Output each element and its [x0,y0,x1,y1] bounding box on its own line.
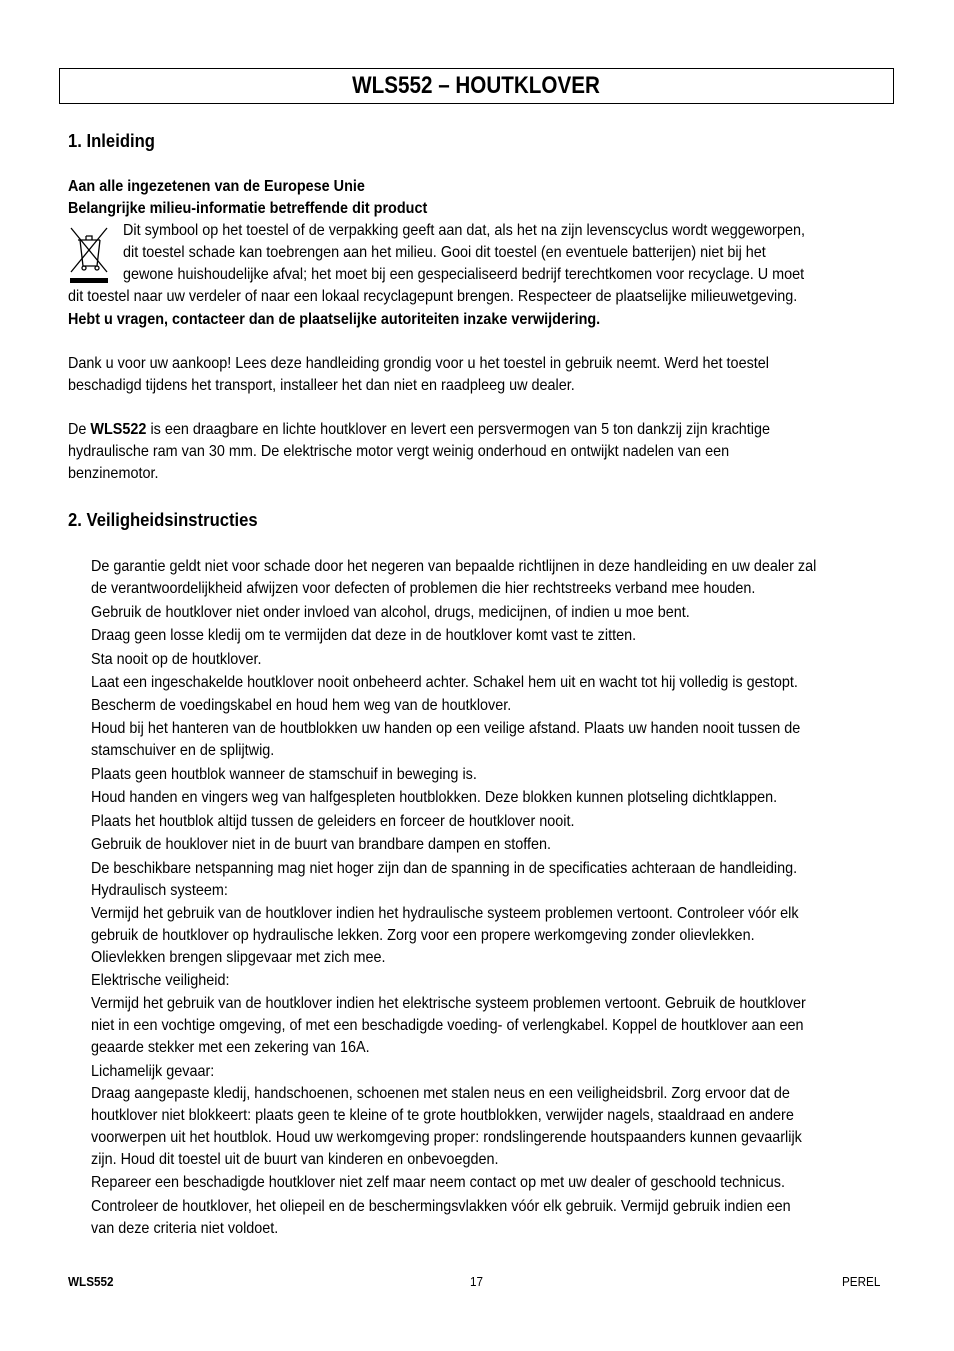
safety-line: Bescherm de voedingskabel en houd hem weg van de houtklover. [91,697,512,714]
safety-line: Houd handen en vingers weg van halfgespleten houtblokken. Deze blokken kunnen plotseling dichtklappen. [91,789,778,806]
footer-model: WLS552 [68,1274,114,1289]
safety-line: Controleer de houtklover, het oliepeil en de beschermingsvlakken vóór elk gebruik. Vermijd gebruik indien een [91,1198,791,1215]
safety-line: Elektrische veiligheid: [91,972,230,989]
footer-brand: PEREL [842,1274,881,1289]
safety-line: Vermijd het gebruik van de houtklover indien het elektrische systeem problemen vertoont. Gebruik de houtklover [91,995,806,1012]
safety-line: Sta nooit op de houtklover. [91,651,262,668]
title-box [59,68,894,104]
description-prefix: De [68,421,91,438]
env-text-line: dit toestel schade kan toebrengen aan het milieu. Gooi dit toestel (en eventuele batterijen) niet bij het [123,244,766,261]
description-line: hydraulische ram van 30 mm. De elektrische motor vergt weinig onderhoud en ontwijkt nadelen van een [68,443,730,460]
notice-line: Belangrijke milieu-informatie betreffende dit product [68,200,428,217]
safety-line: Gebruik de houtklover niet onder invloed van alcohol, drugs, medicijnen, of indien u moe bent. [91,604,690,621]
safety-line: Draag geen losse kledij om te vermijden dat deze in de houtklover komt vast te zitten. [91,627,637,644]
safety-line: gebruik de houtklover op hydraulische lekken. Zorg voor een propere werkomgeving zonder olievlekken. [91,927,755,944]
safety-line: geaarde stekker met een zekering van 16A. [91,1039,370,1056]
description-line: benzinemotor. [68,465,159,482]
safety-line: stamschuiver en de splijtwig. [91,742,275,759]
safety-line: Plaats geen houtblok wanneer de stamschuif in beweging is. [91,766,477,783]
safety-line: niet in een vochtige omgeving, of met een beschadigde voeding- of verlengkabel. Koppel de houtklover aan een [91,1017,804,1034]
safety-line: Lichamelijk gevaar: [91,1063,215,1080]
safety-line: De beschikbare netspanning mag niet hoger zijn dan de spanning in de specificaties achteraan de handleiding. [91,860,798,877]
safety-line: zijn. Houd dit toestel uit de buurt van kinderen en onbevoegden. [91,1151,499,1168]
safety-line: Draag aangepaste kledij, handschoenen, schoenen met stalen neus en een veiligheidsbril. Zorg ervoor dat de [91,1085,790,1102]
section-heading-veiligheidsinstructies: 2. Veiligheidsinstructies [68,509,258,530]
section-heading-inleiding: 1. Inleiding [68,130,155,151]
description-rest: is een draagbare en lichte houtklover en levert een persvermogen van 5 ton dankzij zijn krachtige [146,421,771,438]
safety-line: De garantie geldt niet voor schade door het negeren van bepaalde richtlijnen in deze handleiding en uw dealer zal [91,558,817,575]
thanks-line: Dank u voor uw aankoop! Lees deze handleiding grondig voor u het toestel in gebruik neemt. Werd het toestel [68,355,769,372]
footer-page-number: 17 [470,1274,484,1289]
crossed-out-wheelie-bin-icon [68,226,110,284]
safety-line: Hydraulisch systeem: [91,882,228,899]
env-text-line: dit toestel naar uw verdeler of naar een lokaal recyclagepunt brengen. Respecteer de plaatselijke milieuwetgeving. [68,288,798,305]
env-bold-line: Hebt u vragen, contacteer dan de plaatselijke autoriteiten inzake verwijdering. [68,311,601,328]
safety-line: Laat een ingeschakelde houtklover nooit onbeheerd achter. Schakel hem uit en wacht tot hij volledig is gestopt. [91,674,798,691]
safety-line: Gebruik de houklover niet in de buurt van brandbare dampen en stoffen. [91,836,552,853]
safety-line: Olievlekken brengen slipgevaar met zich mee. [91,949,386,966]
safety-line: voorwerpen uit het houtblok. Houd uw werkomgeving proper: rondslingerende houtspaanders kunnen gevaarlijk [91,1129,802,1146]
safety-line: Vermijd het gebruik van de houtklover indien het hydraulische systeem problemen vertoont. Controleer vóór elk [91,905,799,922]
description-line [68,419,770,441]
safety-line: Houd bij het hanteren van de houtblokken uw handen op een veilige afstand. Plaats uw handen nooit tussen de [91,720,801,737]
notice-line: Aan alle ingezetenen van de Europese Unie [68,178,365,195]
thanks-line: beschadigd tijdens het transport, installeer het dan niet en raadpleeg uw dealer. [68,377,575,394]
env-text-line: Dit symbool op het toestel of de verpakking geeft aan dat, als het na zijn levenscyclus wordt weggeworpen, [123,222,805,239]
safety-line: van deze criteria niet voldoet. [91,1220,279,1237]
safety-line: de verantwoordelijkheid afwijzen voor defecten of problemen die hier rechtstreeks verband mee houden. [91,580,756,597]
safety-line: Plaats het houtblok altijd tussen de geleiders en forceer de houtklover nooit. [91,813,575,830]
page-title: WLS552 – HOUTKLOVER [352,72,601,99]
env-text-line: gewone huishoudelijke afval; het moet bij een gespecialiseerd bedrijf terechtkomen voor recyclage. U moet [123,266,805,283]
safety-line: Repareer een beschadigde houtklover niet zelf maar neem contact op met uw dealer of geschoold technicus. [91,1174,786,1191]
model-name: WLS522 [90,421,147,438]
safety-line: houtklover niet blokkeert: plaats geen te kleine of te grote houtblokken, verwijder nagels, staaldraad en andere [91,1107,794,1124]
